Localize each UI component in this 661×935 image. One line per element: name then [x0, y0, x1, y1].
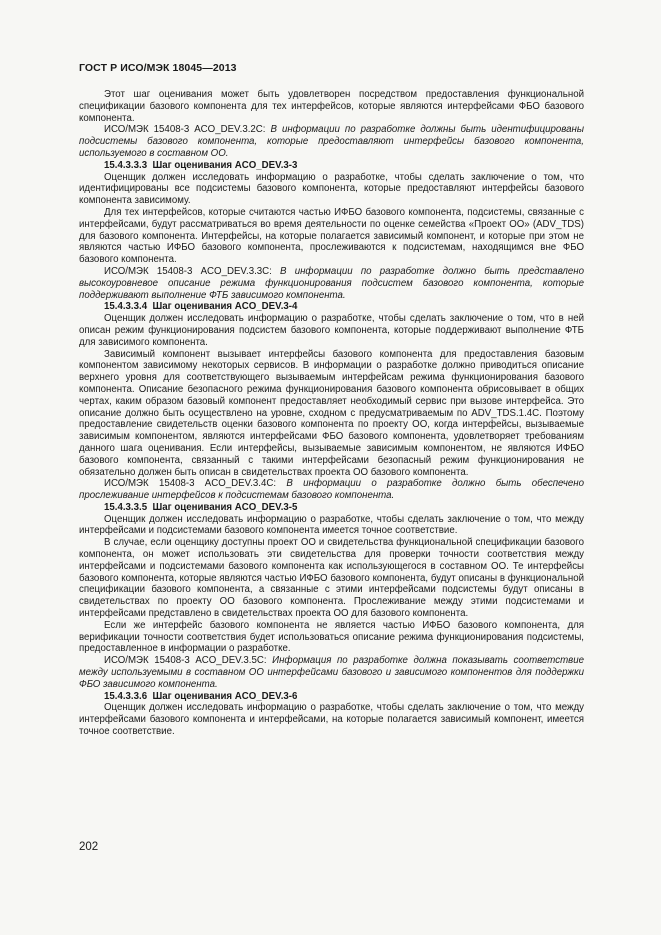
page-number: 202 [79, 841, 99, 853]
requirement-reference: ИСО/МЭК 15408-3 ACO_DEV.3.4C: [104, 478, 287, 490]
body-paragraph: Оценщик должен исследовать информацию о разработке, чтобы сделать заключение о том, что идентифицированы все подсистемы базового компонента, которые предоставляют интерфейсы базового компонента зависимому. [79, 171, 584, 207]
section-title: Шаг оценивания ACO_DEV.3-5 [152, 501, 298, 513]
standard-requirement [79, 266, 584, 301]
requirement-reference: ИСО/МЭК 15408-3 ACO_DEV.3.5C: [104, 655, 273, 667]
requirement-text: В информации по разработке должны быть идентифицированы подсистемы базового компонента, которые предоставляют интерфейсы базового компонента, используемого в составном ОО. [79, 124, 585, 159]
body-paragraph: Зависимый компонент вызывает интерфейсы базового компонента для предоставления базовым компонентом зависимому некоторых сервисов. В информации о разработке должно приводиться описание верхнего уровня для соответствующего вызываемым интерфейсам режима функционирования базового компонента. Описание безопасного режима функционирования базового компонента обрисовывает в общих чертах, каким образом базовый компонент предоставляет необходимый сервис при вызове интерфейса. Это описание должно быть осуществлено на уровне, сходном с предусматриваемым по ADV_TDS.1.4C. Поэтому предоставление свидетельств оценки базового компонента по проекту ОО, когда интерфейсы, вызываемые зависимым компонентом, являются интерфейсами ФБО базового компонента, удовлетворяет требованиям данного шага оценивания. Если интерфейсы, вызываемые зависимым компонентом, не являются ИФБО базового компонента, связанный с такими интерфейсами безопасный режим функционирования не обязательно должен быть описан в свидетельствах проекта ОО базового компонента. [79, 348, 584, 478]
requirement-text: В информации о разработке должно быть обеспечено прослеживание интерфейсов к подсистемам базового компонента. [79, 478, 585, 502]
body-paragraph: Оценщик должен исследовать информацию о разработке, чтобы сделать заключение о том, что между интерфейсами и подсистемами базового компонента имеется точное соответствие. [79, 513, 584, 537]
section-title: Шаг оценивания ACO_DEV.3-4 [152, 301, 298, 313]
body-paragraph: Оценщик должен исследовать информацию о разработке, чтобы сделать заключение о том, что в ней описан режим функционирования подсистем базового компонента, которые поддерживают выполнение ФТБ для зависимого компонента. [79, 313, 584, 348]
body-paragraph: Если же интерфейс базового компонента не является частью ИФБО базового компонента, для верификации точности соответствия будет использоваться описание режима функционирования подсистемы, предоставленное в информации о разработке. [79, 619, 584, 655]
section-number: 15.4.3.3.6 [104, 690, 148, 702]
requirement-text: В информации по разработке должно быть представлено высокоуровневое описание режима функционирования подсистем базового компонента, которые поддерживают выполнение ФТБ зависимого компонента. [79, 265, 585, 301]
section-heading [79, 160, 584, 172]
page-header: ГОСТ Р ИСО/МЭК 18045—2013 [79, 62, 237, 74]
section-heading [79, 301, 584, 313]
section-number: 15.4.3.3.3 [104, 159, 148, 171]
body-paragraph: В случае, если оценщику доступны проект ОО и свидетельства функциональной спецификации базового компонента, он может использовать эти свидетельства для проверки точности соответствия между интерфейсами и подсистемами базового компонента как использующегося в составном ОО. Те интерфейсы базового компонента, которые являются частью ИФБО базового компонента, будут описаны в функциональной спецификации базового компонента, а связанные с этими интерфейсами подсистемы будут описаны в свидетельствах по проекту ОО базового компонента. Прослеживание между этими подсистемами и интерфейсами представлено в свидетельствах проекта ОО для базового компонента. [79, 537, 584, 620]
standard-requirement [79, 124, 584, 159]
body-paragraph: Для тех интерфейсов, которые считаются частью ИФБО базового компонента, подсистемы, связанные с интерфейсами, будут рассматриваться во время деятельности по оценке семейства «Проект ОО» (ADV_TDS) для базового компонента. Интерфейсы, на которые полагается зависимый компонент, и которые при этом не являются частью ИФБО базового компонента, прослеживаются к подсистемам, находящимся вне ФБО базового компонента. [79, 206, 584, 266]
requirement-reference: ИСО/МЭК 15408-3 ACO_DEV.3.2C: [104, 124, 271, 136]
body-paragraph: Этот шаг оценивания может быть удовлетворен посредством предоставления функциональной спецификации базового компонента для тех интерфейсов, которые являются интерфейсами ФБО базового компонента. [79, 89, 584, 124]
section-number: 15.4.3.3.5 [104, 501, 148, 513]
body-paragraph: Оценщик должен исследовать информацию о разработке, чтобы сделать заключение о том, что между интерфейсами базового компонента и интерфейсами, на которые полагается зависимый компонент, имеется точное соответствие. [79, 702, 584, 738]
standard-requirement [79, 655, 584, 690]
document-body [79, 89, 584, 738]
standard-requirement [79, 478, 584, 502]
requirement-text: Информация по разработке должна показывать соответствие между используемыми в составном ОО интерфейсами базового и зависимого компонентов для поддержки ФБО зависимого компонента. [79, 655, 585, 690]
section-title: Шаг оценивания ACO_DEV.3-3 [152, 159, 298, 171]
section-heading [79, 691, 584, 703]
requirement-reference: ИСО/МЭК 15408-3 ACO_DEV.3.3C: [104, 265, 281, 277]
section-number: 15.4.3.3.4 [104, 301, 148, 313]
section-title: Шаг оценивания ACO_DEV.3-6 [152, 690, 298, 702]
section-heading [79, 502, 584, 514]
